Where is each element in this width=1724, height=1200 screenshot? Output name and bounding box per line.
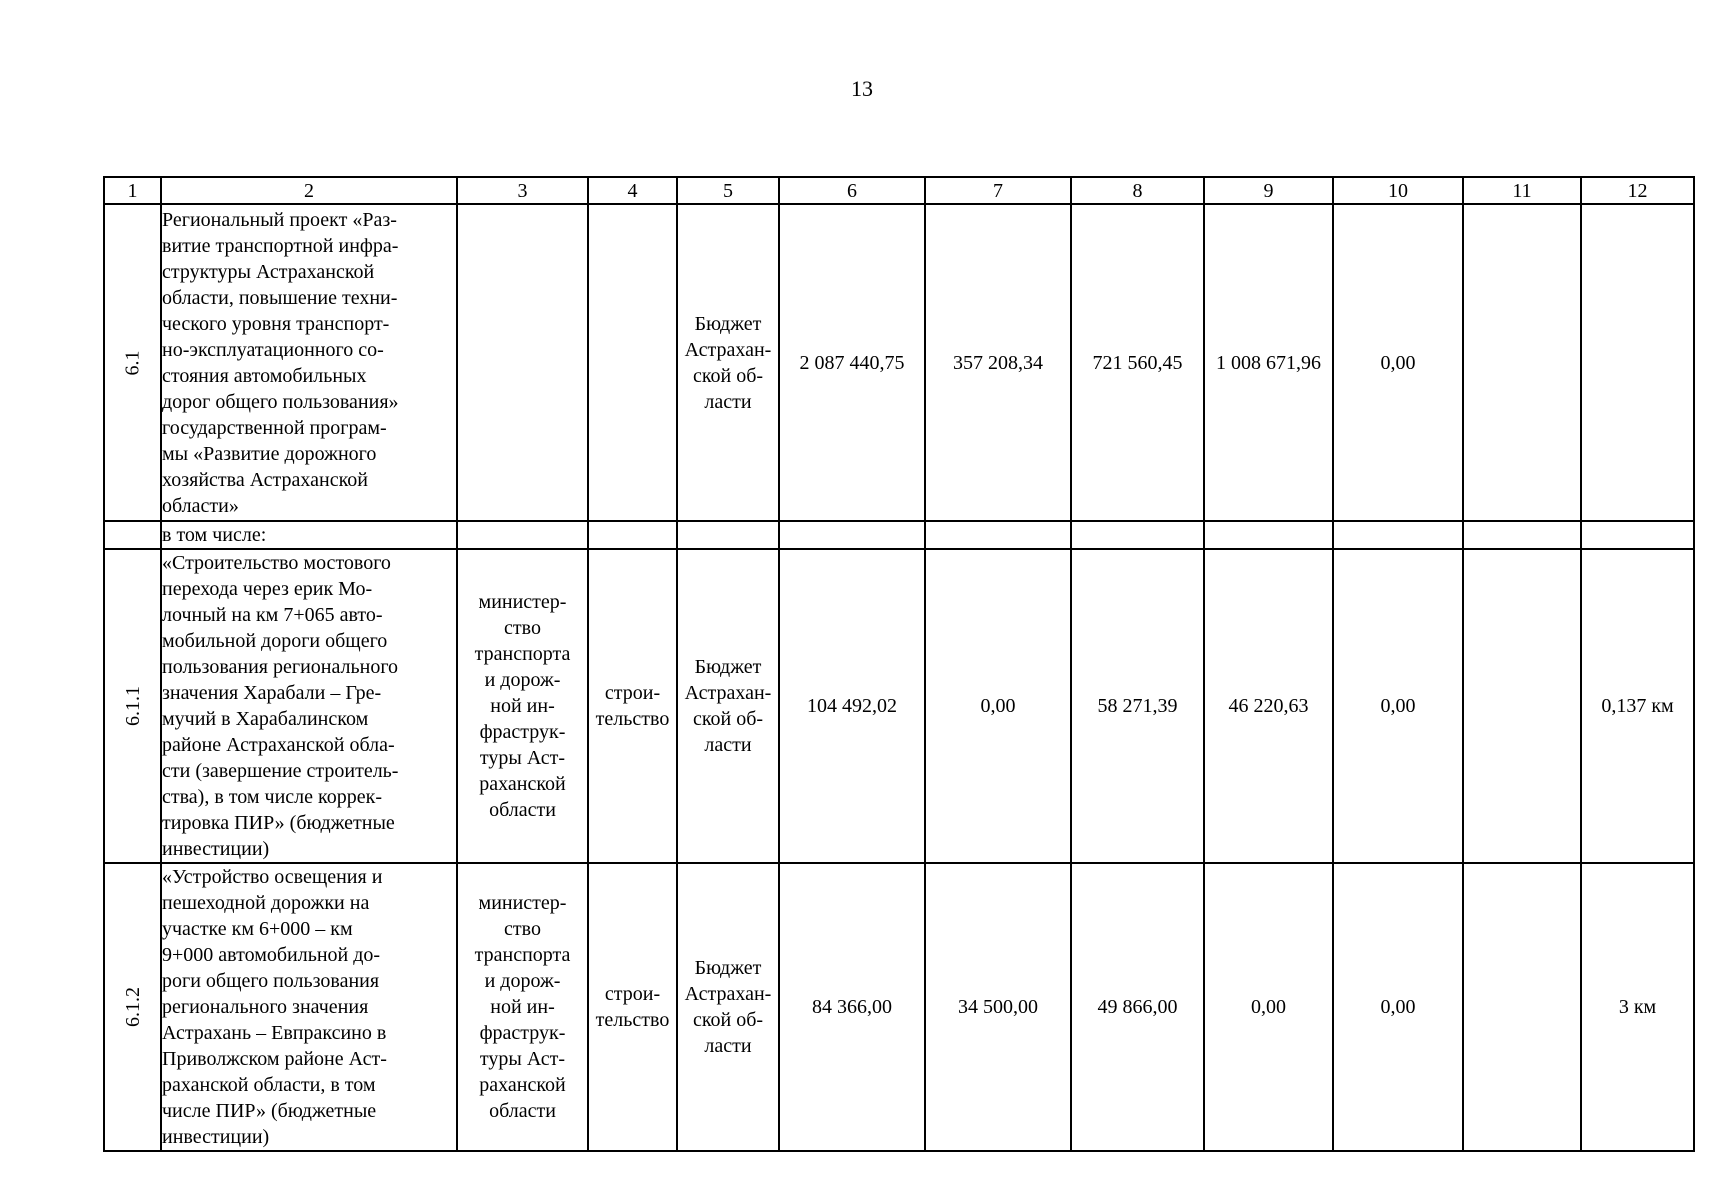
- value-cell-9: 46 220,63: [1204, 549, 1333, 863]
- row-number: 6.1.2: [121, 987, 144, 1027]
- column-header: 4: [588, 177, 677, 204]
- row-name: «Строительство мостового перехода через ерик Мо- лочный на км 7+065 авто- мобильной дороги общего пользования регионального значения Харабали – Гре- мучий в Харабалинском районе Астраханской обла- сти (завершение строитель- ства), в том числе коррек- тировка ПИР» (бюджетные инвестиции): [161, 549, 457, 863]
- value-cell-6: 104 492,02: [779, 549, 925, 863]
- column-header: 11: [1463, 177, 1581, 204]
- funding-source-cell: Бюджет Астрахан- ской об- ласти: [677, 863, 779, 1151]
- value-cell-8: 58 271,39: [1071, 549, 1204, 863]
- empty-cell: [1581, 521, 1694, 549]
- column-header: 5: [677, 177, 779, 204]
- page-number: 13: [851, 76, 873, 101]
- funding-source-cell: Бюджет Астрахан- ской об- ласти: [677, 549, 779, 863]
- empty-cell: [1071, 521, 1204, 549]
- empty-cell: [677, 521, 779, 549]
- value-cell-11: [1463, 549, 1581, 863]
- value-cell-10: 0,00: [1333, 863, 1463, 1151]
- value-cell-7: 34 500,00: [925, 863, 1071, 1151]
- row-number-cell: [104, 204, 161, 521]
- value-cell-12: 0,137 км: [1581, 549, 1694, 863]
- value-cell-10: 0,00: [1333, 549, 1463, 863]
- value-cell-11: [1463, 204, 1581, 521]
- empty-cell: [1463, 521, 1581, 549]
- table-row: [104, 863, 1694, 1151]
- type-cell: строи- тельство: [588, 549, 677, 863]
- column-header: 12: [1581, 177, 1694, 204]
- row-number-cell: [104, 863, 161, 1151]
- empty-cell: [925, 521, 1071, 549]
- executor-cell: министер- ство транспорта и дорож- ной ин- фраструк- туры Аст- раханской области: [457, 863, 588, 1151]
- empty-cell: [779, 521, 925, 549]
- value-cell-7: 0,00: [925, 549, 1071, 863]
- column-header: 3: [457, 177, 588, 204]
- value-cell-8: 721 560,45: [1071, 204, 1204, 521]
- empty-cell: [1333, 521, 1463, 549]
- row-number-cell: [104, 549, 161, 863]
- column-header: 6: [779, 177, 925, 204]
- table-row: [104, 549, 1694, 863]
- value-cell-12: [1581, 204, 1694, 521]
- empty-cell: [1204, 521, 1333, 549]
- type-cell: строи- тельство: [588, 863, 677, 1151]
- empty-cell: [104, 521, 161, 549]
- value-cell-11: [1463, 863, 1581, 1151]
- executor-cell: министер- ство транспорта и дорож- ной ин- фраструк- туры Аст- раханской области: [457, 549, 588, 863]
- value-cell-9: 1 008 671,96: [1204, 204, 1333, 521]
- empty-cell: [457, 521, 588, 549]
- including-label: в том числе:: [161, 521, 457, 549]
- value-cell-12: 3 км: [1581, 863, 1694, 1151]
- table-row: [104, 204, 1694, 521]
- value-cell-7: 357 208,34: [925, 204, 1071, 521]
- column-header: 9: [1204, 177, 1333, 204]
- table-header-row: [104, 177, 1694, 204]
- column-header: 2: [161, 177, 457, 204]
- row-name: «Устройство освещения и пешеходной дорожки на участке км 6+000 – км 9+000 автомобильной до- роги общего пользования регионального значения Астрахань – Евпраксино в Приволжском районе Аст- раханской области, в том числе ПИР» (бюджетные инвестиции): [161, 863, 457, 1151]
- value-cell-10: 0,00: [1333, 204, 1463, 521]
- funding-source-cell: Бюджет Астрахан- ской об- ласти: [677, 204, 779, 521]
- column-header: 7: [925, 177, 1071, 204]
- value-cell-8: 49 866,00: [1071, 863, 1204, 1151]
- row-number: 6.1.1: [121, 686, 144, 726]
- empty-cell: [588, 521, 677, 549]
- budget-table: [103, 176, 1695, 1152]
- column-header: 8: [1071, 177, 1204, 204]
- column-header: 10: [1333, 177, 1463, 204]
- value-cell-6: 2 087 440,75: [779, 204, 925, 521]
- row-number: 6.1: [121, 350, 144, 375]
- type-cell: [588, 204, 677, 521]
- value-cell-6: 84 366,00: [779, 863, 925, 1151]
- value-cell-9: 0,00: [1204, 863, 1333, 1151]
- table-row: [104, 521, 1694, 549]
- executor-cell: [457, 204, 588, 521]
- row-name: Региональный проект «Раз- витие транспортной инфра- структуры Астраханской области, повышение техни- ческого уровня транспорт- но-эксплуатационного со- стояния автомобильных дорог общего пользования» государственной програм- мы «Развитие дорожного хозяйства Астраханской области»: [161, 204, 457, 521]
- column-header: 1: [104, 177, 161, 204]
